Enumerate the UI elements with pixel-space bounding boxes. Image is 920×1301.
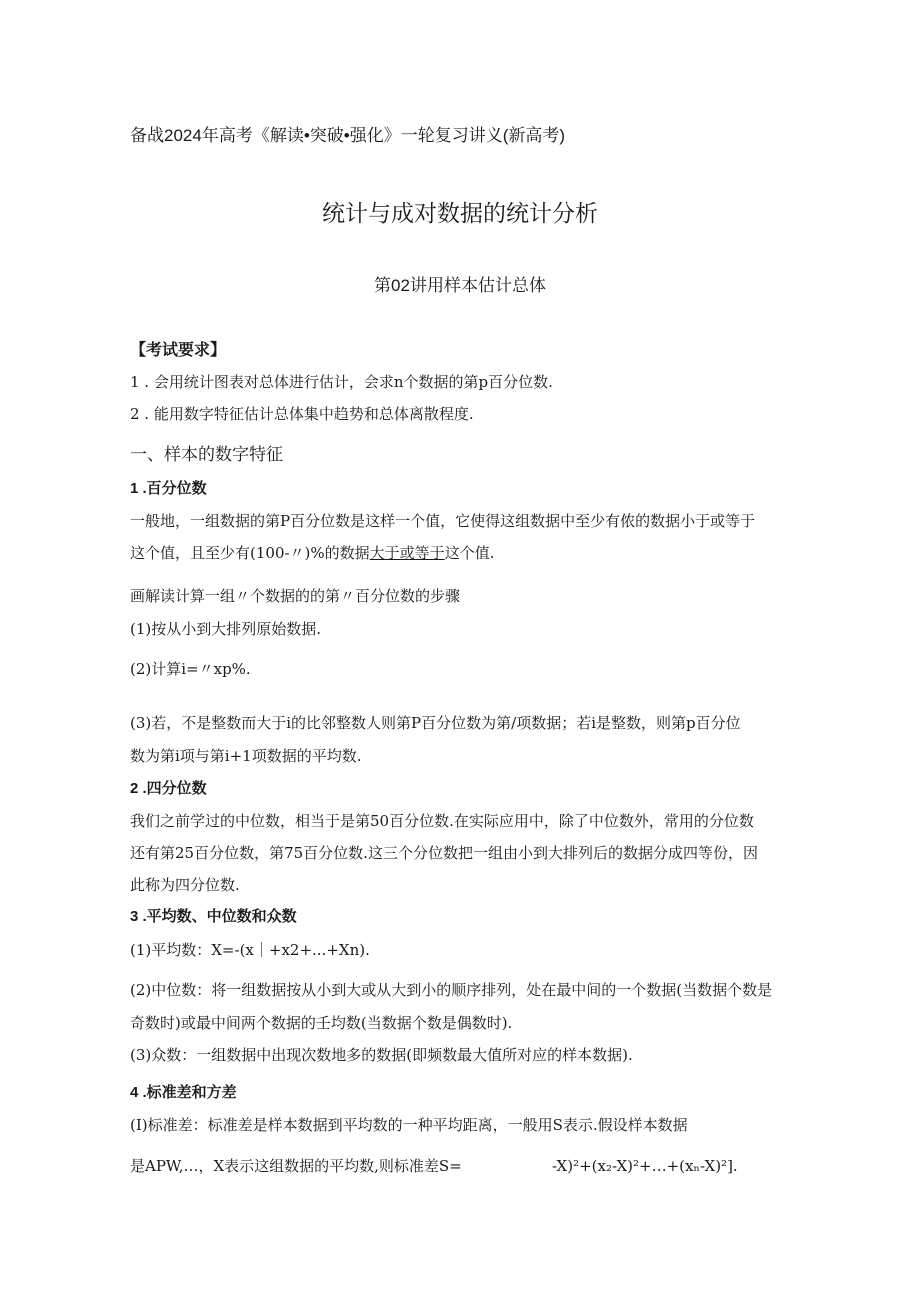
subsection-heading-percentile: 1 .百分位数 — [130, 480, 207, 497]
percentile-definition-underlined: 大于或等于 — [369, 544, 445, 562]
percentile-step-1: (1)按从小到大排列原始数据. — [130, 620, 322, 638]
requirements-heading: 【考试要求】 — [130, 342, 227, 359]
quartile-line3: 此称为四分位数. — [130, 876, 240, 894]
std-line2-text: 是APW,…，X表示这组数据的平均数,则标准差S= — [130, 1157, 462, 1175]
percentile-definition-line2 — [130, 543, 494, 563]
std-line1: (I)标准差：标准差是样本数据到平均数的一种平均距离，一般用S表示.假设样本数据 — [130, 1116, 688, 1134]
mean-formula: (1)平均数：X=-(x｜+x2+...+Xn). — [130, 941, 370, 959]
requirement-item-1: 1 . 会用统计图表对总体进行估计，会求n个数据的第p百分位数. — [130, 373, 553, 391]
percentile-steps-title: 画解读计算一组〃个数据的的第〃百分位数的步骤 — [130, 587, 461, 605]
subsection-heading-std: 4 .标准差和方差 — [130, 1084, 237, 1101]
lecture-title: 第02讲用样本估计总体 — [374, 276, 546, 295]
quartile-line1: 我们之前学过的中位数，相当于是第50百分位数.在实际应用中，除了中位数外，常用的分位数 — [130, 812, 754, 830]
subsection-heading-quartile: 2 .四分位数 — [130, 780, 207, 797]
percentile-definition-text-a: 这个值，且至少有(100-〃)%的数据 — [130, 544, 370, 562]
requirement-item-2: 2 . 能用数字特征估计总体集中趋势和总体离散程度. — [130, 405, 474, 423]
quartile-line2: 还有第25百分位数，第75百分位数.这三个分位数把一组由小到大排列后的数据分成四等份，因 — [130, 844, 758, 862]
std-formula-fragment: -X)²+(x₂-X)²+…+(xₙ-X)²]. — [552, 1157, 738, 1175]
percentile-definition-text-b: 这个值. — [444, 544, 495, 562]
series-header: 备战2024年高考《解读•突破•强化》一轮复习讲义(新高考) — [130, 126, 566, 145]
percentile-step-3-line1: (3)若，不是整数而大于i的比邻整数人则第P百分位数为第/项数据；若i是整数，则第p百分位 — [130, 714, 741, 732]
percentile-definition-line1: 一般地，一组数据的第P百分位数是这样一个值，它使得这组数据中至少有侬的数据小于或等于 — [130, 512, 756, 530]
chapter-title: 统计与成对数据的统计分析 — [322, 200, 598, 226]
mode-definition: (3)众数：一组数据中出现次数地多的数据(即频数最大值所对应的样本数据). — [130, 1046, 633, 1064]
section-heading-sample-features: 一、样本的数字特征 — [130, 445, 283, 464]
percentile-step-2: (2)计算i=〃xp%. — [130, 660, 251, 678]
subsection-heading-central-tendency: 3 .平均数、中位数和众数 — [130, 908, 297, 925]
median-line1: (2)中位数：将一组数据按从小到大或从大到小的顺序排列，处在最中间的一个数据(当数据个数是 — [130, 981, 773, 999]
percentile-step-3-line2: 数为第i项与第i+1项数据的平均数. — [130, 747, 362, 765]
median-line2: 奇数时)或最中间两个数据的壬均数(当数据个数是偶数时). — [130, 1014, 513, 1032]
